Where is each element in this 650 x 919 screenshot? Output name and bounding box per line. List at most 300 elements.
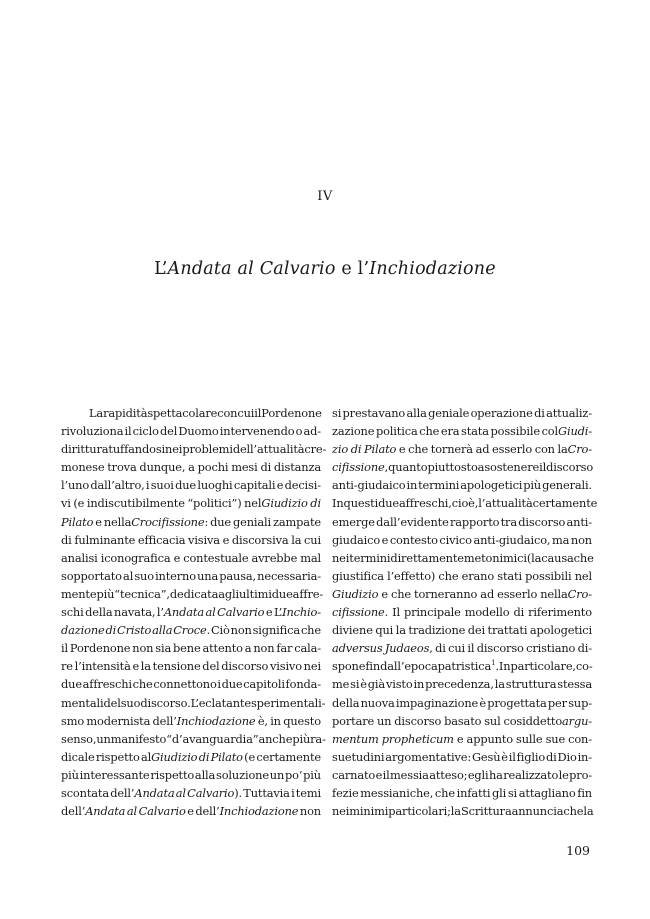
word — [273, 513, 321, 531]
title-connector: e l’ — [335, 259, 370, 279]
word-part: contesto — [389, 532, 438, 547]
word-part: suoi — [150, 478, 174, 493]
word-part: o — [295, 424, 303, 439]
word-part: un — [96, 731, 111, 746]
word — [519, 784, 576, 802]
word — [567, 513, 592, 531]
word — [390, 531, 438, 549]
word — [61, 657, 73, 675]
word — [61, 603, 84, 621]
word-part: rispetto — [95, 749, 140, 764]
word-part: il — [382, 767, 390, 782]
word-part: Calvario — [217, 605, 265, 620]
word-part: di — [105, 623, 117, 638]
word-part: di — [260, 460, 272, 475]
word-part: Andata — [134, 785, 175, 800]
word — [61, 694, 103, 712]
word-part: mentali — [61, 695, 104, 710]
word — [73, 494, 84, 512]
word — [210, 513, 231, 531]
word-part: , — [384, 460, 389, 475]
word — [399, 440, 406, 458]
word-part: causa — [541, 550, 574, 565]
word — [414, 585, 477, 603]
word — [501, 748, 508, 766]
word-part: esserlo — [497, 586, 538, 601]
word — [484, 712, 500, 730]
word — [471, 404, 533, 422]
word — [492, 784, 506, 802]
word-part: nel — [244, 496, 262, 511]
word-part: di — [198, 749, 210, 764]
word — [408, 621, 465, 639]
word-part: tensione — [152, 659, 201, 674]
word — [406, 476, 417, 494]
word-part: (e — [73, 496, 85, 511]
word-part: iconografica — [100, 550, 171, 565]
word-part: “tecnica”, — [114, 586, 170, 601]
word-part: di — [61, 532, 72, 547]
word — [435, 639, 446, 657]
text-line — [332, 603, 592, 621]
word — [173, 621, 210, 639]
word — [296, 422, 303, 440]
word-part: dicale — [61, 749, 95, 764]
word — [490, 422, 539, 440]
word — [283, 712, 321, 730]
word-part: di — [513, 605, 525, 620]
word-part: sulle — [516, 731, 543, 746]
word-part: in- — [577, 749, 592, 764]
word — [114, 585, 170, 603]
word-part: La — [89, 406, 104, 420]
word — [175, 476, 196, 494]
word — [431, 440, 473, 458]
word — [361, 694, 395, 712]
word-part: del — [159, 424, 178, 439]
word — [147, 404, 217, 422]
word — [461, 422, 489, 440]
word — [61, 766, 79, 784]
word — [153, 675, 216, 693]
word — [222, 675, 243, 693]
word-part: rapidità — [103, 406, 148, 420]
word-part: agli — [218, 586, 239, 601]
word-part: Andata — [85, 804, 126, 819]
word-part: portare — [332, 713, 375, 728]
word-part: modello — [464, 605, 510, 620]
word-part: cui — [237, 406, 255, 420]
word-part: attento — [202, 641, 243, 656]
word-part: atteso; — [429, 767, 468, 782]
word-part: i — [145, 478, 150, 493]
word — [480, 585, 494, 603]
word — [61, 784, 109, 802]
word-part: messianiche, — [360, 785, 434, 800]
word — [173, 639, 201, 657]
word — [526, 639, 575, 657]
word-part: Dio — [557, 749, 577, 764]
word — [332, 694, 359, 712]
word-part: e — [375, 767, 383, 782]
word-part: è — [360, 677, 367, 692]
word-part: discorso — [221, 659, 269, 674]
word-part: l’intensità — [74, 659, 131, 674]
word — [541, 549, 573, 567]
word — [332, 458, 388, 476]
word — [170, 585, 218, 603]
text-column-left — [61, 404, 327, 820]
word-part: cifissione — [332, 460, 385, 475]
text-line — [332, 730, 592, 748]
word-part: e — [276, 478, 284, 493]
word — [114, 603, 155, 621]
word — [197, 567, 218, 585]
word — [293, 585, 323, 603]
word-part: sostenere — [484, 460, 540, 475]
word-part: indiscutibilmente — [86, 496, 185, 511]
word — [360, 675, 367, 693]
word — [183, 549, 248, 567]
word — [462, 567, 494, 585]
word — [477, 639, 524, 657]
word — [277, 476, 284, 494]
word-part: L’eclatante — [190, 695, 251, 710]
word-part: e — [132, 659, 140, 674]
word — [525, 567, 571, 585]
word — [517, 748, 545, 766]
word — [61, 531, 72, 549]
word-part: emerge — [332, 514, 375, 529]
word — [427, 458, 477, 476]
word — [132, 639, 153, 657]
word — [237, 404, 254, 422]
text-line — [332, 531, 592, 549]
word — [396, 694, 478, 712]
word-part: di- — [577, 641, 592, 656]
word — [117, 621, 151, 639]
word-part: si — [507, 785, 518, 800]
word — [542, 476, 592, 494]
word-part: sue — [545, 731, 566, 746]
word — [155, 567, 196, 585]
word — [461, 802, 512, 820]
word-part: , — [429, 641, 433, 656]
word-part: il — [508, 749, 516, 764]
word-part: sopportato — [61, 568, 122, 583]
word-part: connettono — [153, 677, 217, 692]
word-part: nella — [103, 514, 132, 529]
word-part: l’ — [156, 605, 164, 620]
word-part: due — [271, 586, 293, 601]
word — [274, 458, 321, 476]
word — [152, 621, 172, 639]
word — [95, 513, 102, 531]
word-part: riferimento — [528, 605, 592, 620]
word-part: due — [61, 677, 82, 692]
word-part: non — [132, 641, 154, 656]
word — [61, 422, 123, 440]
word-part: avrebbe — [251, 550, 298, 565]
word-part: è — [501, 749, 508, 764]
word — [364, 440, 396, 458]
word — [492, 440, 532, 458]
text-line — [61, 802, 321, 820]
text-line — [332, 494, 598, 512]
word-part: zio — [332, 442, 349, 457]
word — [478, 458, 485, 476]
word — [96, 585, 114, 603]
word — [217, 603, 264, 621]
word-part: . — [495, 659, 499, 674]
word-part: il — [467, 641, 475, 656]
text-line — [332, 567, 592, 585]
word-part: tradizione — [408, 623, 466, 638]
word-part: stati — [497, 568, 522, 583]
word — [501, 513, 517, 531]
word — [108, 440, 165, 458]
word — [272, 585, 293, 603]
word — [548, 694, 567, 712]
word — [418, 476, 459, 494]
word-part: alla — [152, 623, 173, 638]
text-line — [332, 585, 592, 603]
word — [61, 494, 71, 512]
word-part: certamente — [532, 496, 598, 511]
word-part: due — [378, 496, 400, 511]
word-part: discorso — [546, 460, 594, 475]
word-part: discorso — [394, 713, 442, 728]
word-part: era — [440, 424, 460, 439]
word — [303, 766, 321, 784]
word-part: Pordenone — [69, 641, 131, 656]
word-part: anti-giudaico — [332, 478, 406, 493]
text-line — [332, 621, 592, 639]
word-part: il — [254, 406, 262, 420]
word-part: co- — [575, 659, 593, 674]
word-part: precedenza, — [425, 677, 494, 692]
word — [258, 712, 268, 730]
word-part: adversus — [332, 641, 383, 656]
word — [332, 730, 379, 748]
word — [61, 440, 108, 458]
word-part: contestuale — [183, 550, 249, 565]
word-part: luoghi — [197, 478, 233, 493]
word — [450, 513, 499, 531]
word-part: ciclo — [132, 424, 159, 439]
word — [546, 458, 593, 476]
word — [101, 549, 171, 567]
word-part: di — [310, 496, 321, 511]
word-part: col — [541, 424, 558, 439]
word-part: le — [558, 767, 569, 782]
word — [390, 549, 463, 567]
word — [188, 531, 220, 549]
word — [380, 657, 438, 675]
word-part: possibili — [525, 568, 572, 583]
word — [387, 567, 435, 585]
word — [141, 657, 151, 675]
word-part: affreschi, — [399, 496, 452, 511]
word-part: non — [230, 623, 252, 638]
word — [349, 802, 388, 820]
word-part: pausa, — [219, 568, 257, 583]
word-part: il — [539, 460, 547, 475]
word — [534, 404, 545, 422]
word-part: al — [126, 804, 138, 819]
word-part: erano — [461, 568, 495, 583]
word — [344, 494, 379, 512]
word-part: dunque, — [139, 460, 186, 475]
word — [182, 440, 233, 458]
word-part: bene — [173, 641, 201, 656]
word-part: spettacolare — [147, 406, 218, 420]
word-part: stessa — [557, 677, 592, 692]
text-line — [61, 712, 321, 730]
word-part: particolare, — [510, 659, 576, 674]
word — [160, 422, 177, 440]
word — [245, 639, 252, 657]
word-part: al — [175, 785, 186, 800]
word-part: Giudizio — [151, 749, 198, 764]
word-part: di — [435, 641, 446, 656]
word-part: la — [140, 659, 151, 674]
word-part: zazione — [332, 424, 375, 439]
word — [296, 784, 321, 802]
text-line — [332, 784, 592, 802]
word-part: pochi — [197, 460, 229, 475]
text-line — [332, 712, 592, 730]
word-part: distanza — [273, 460, 321, 475]
word — [127, 802, 137, 820]
word — [61, 549, 98, 567]
word — [332, 440, 348, 458]
word-part: apologetici — [529, 623, 592, 638]
word-part: del — [103, 695, 121, 710]
word-part: “politici”) — [187, 496, 242, 511]
word-part: non — [570, 532, 592, 547]
word-part: L’ — [273, 605, 283, 620]
word-part: cioè, — [451, 496, 479, 511]
word-part: mente — [61, 586, 97, 601]
text-line — [61, 549, 321, 567]
word — [332, 567, 384, 585]
word — [61, 458, 104, 476]
word — [61, 639, 68, 657]
word — [467, 730, 513, 748]
word-part: trattati — [487, 623, 528, 638]
word — [460, 476, 522, 494]
word-part: la — [583, 804, 594, 819]
word — [530, 621, 592, 639]
text-line — [332, 513, 592, 531]
word-part: (e — [244, 749, 256, 764]
word — [386, 675, 413, 693]
word — [365, 657, 380, 675]
word-part: dall’evidente — [376, 514, 449, 529]
word-part: operazione — [470, 406, 533, 420]
word-part: anche — [258, 731, 293, 746]
word-part: già — [367, 677, 386, 692]
word — [484, 458, 539, 476]
word — [569, 766, 592, 784]
word-part: interessante — [79, 767, 150, 782]
word-part: nel — [574, 568, 592, 583]
word-part: e — [398, 442, 406, 457]
word-part: : — [204, 514, 209, 529]
word-part: analisi — [61, 550, 98, 565]
word — [508, 784, 517, 802]
word — [218, 585, 239, 603]
word-part: dell’attualità — [232, 442, 305, 457]
word-part: che — [438, 568, 459, 583]
word — [285, 476, 321, 494]
word-part: stata — [461, 424, 489, 439]
word-part: dedicata — [169, 586, 219, 601]
word — [577, 784, 592, 802]
word-part: si — [332, 406, 342, 420]
word — [441, 422, 460, 440]
word-part: discorso. — [140, 695, 191, 710]
word-part: geniale — [428, 406, 470, 420]
word — [332, 712, 374, 730]
word-part: si — [350, 677, 360, 692]
word — [332, 422, 374, 440]
word — [376, 513, 449, 531]
word — [191, 694, 251, 712]
word-part: suetudini — [332, 749, 385, 764]
word-part: Scrittura — [460, 804, 512, 819]
word-part: due — [210, 514, 232, 529]
word — [546, 730, 565, 748]
word-part: a — [477, 460, 485, 475]
word-part: fulminante — [74, 532, 136, 547]
word — [563, 802, 583, 820]
word — [61, 585, 96, 603]
word-part: di — [534, 406, 545, 420]
text-line — [61, 694, 326, 712]
word — [495, 675, 505, 693]
word — [332, 748, 384, 766]
word-part: ma — [552, 532, 570, 547]
word-part: la — [450, 804, 461, 819]
word-part: mesi — [231, 460, 258, 475]
word-part: schi — [61, 605, 84, 620]
text-line — [61, 639, 321, 657]
word — [188, 458, 195, 476]
word — [568, 694, 592, 712]
word — [266, 603, 273, 621]
word-part: propheticum — [381, 731, 454, 746]
word — [489, 766, 503, 784]
word — [291, 784, 295, 802]
word-part: tornerà — [430, 442, 473, 457]
word-part: (la — [526, 550, 542, 565]
word — [349, 549, 390, 567]
word — [381, 585, 388, 603]
word-part: nei — [165, 442, 183, 457]
word-part: Judaeos — [384, 641, 430, 656]
word — [451, 802, 461, 820]
word-part: rapporto — [449, 514, 500, 529]
word-part: ). — [234, 785, 243, 800]
word — [488, 621, 528, 639]
word-part: manifesto — [110, 731, 167, 746]
word — [251, 694, 325, 712]
word-part: Calvario — [138, 804, 186, 819]
word — [503, 712, 592, 730]
word-part: visiva — [188, 532, 220, 547]
